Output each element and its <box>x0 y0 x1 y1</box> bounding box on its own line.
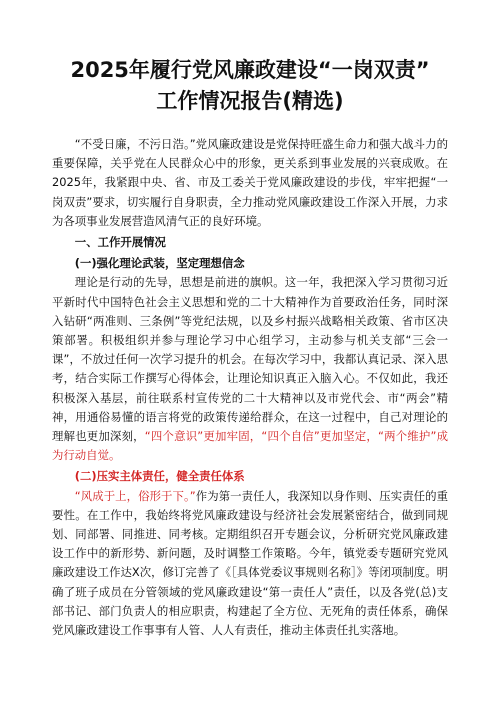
subsection-2-quote: “风成于上，俗形于下。” <box>74 488 196 503</box>
subsection-heading-1: (一)强化理论武装，坚定理想信念 <box>74 256 245 271</box>
subsection-2-text: 作为第一责任人，我深知以身作则、压实责任的重要性。在工作中，我始终将党风廉政建设与经济社会发展紧密结合，做到同规划、同部署、同推进、同考核。定期组织召开专题会议，分析研究党风廉政建设工作中的新形势、新问题，及时调整工作策略。今年，镇党委专题研究党风廉政建设工作达X次，修订完善了《［具体党委议事规则名称］》等闭项制度。明确了班子成员在分管领域的党风廉政建设“第一责任人”责任，以及各党(总)支部书记、部门负责人的相应职责，构建起了全方位、无死角的责任体系，确保党风廉政建设工作事事有人管、人人有责任，推动主体责任扎实落地。 <box>52 488 448 638</box>
title-line-2: 工作情况报告(精选) <box>156 89 344 113</box>
subsection-1-highlight: “四个意识”更加牢固，“四个自信”更加坚定，“两个维护”成为行动自觉。 <box>52 429 448 463</box>
document-title <box>52 56 448 116</box>
intro-paragraph: “不受日廉，不污日浩。”党风廉政建设是党保持旺盛生命力和强大战斗力的重要保障，关乎党在人民群众心中的形象，更关系到事业发展的兴衰成败。在2025年，我紧跟中央、省、市及工委关于党风廉政建设的步伐，牢牢把握“一岗双责”要求，切实履行自身职责，全力推动党风廉政建设工作深入开展，力求为各项事业发展营造风清气正的良好环境。 <box>52 137 448 228</box>
title-line-1: 2025年履行党风廉政建设“一岗双责” <box>70 58 430 82</box>
subsection-1-paragraph <box>52 273 448 465</box>
subsection-heading-2: (二)压实主体责任，健全责任体系 <box>74 469 245 484</box>
section-heading-1: 一、工作开展情况 <box>74 235 166 250</box>
document-body <box>52 135 448 640</box>
subsection-1-text: 理论是行动的先导，思想是前进的旗帜。这一年，我把深入学习贯彻习近平新时代中国特色社会主义思想和党的二十大精神作为首要政治任务，同时深入钻研“两准则、三条例”等党纪法规，以及乡村振兴战略相关政策、省市区决策部署。积极组织并参与理论学习中心组学习，主动参与机关支部“三会一课”，不放过任何一次学习提升的机会。在每次学习中，我都认真记录、深入思考，结合实际工作撰写心得体会，让理论知识真正入脑入心。不仅如此，我还积极深入基层，前往联系村宣传党的二十大精神以及市党代会、市“两会”精神，用通俗易懂的语言将党的政策传递给群众，在这一过程中，自己对理论的理解也更加深刻， <box>52 275 448 444</box>
subsection-2-paragraph <box>52 487 448 641</box>
